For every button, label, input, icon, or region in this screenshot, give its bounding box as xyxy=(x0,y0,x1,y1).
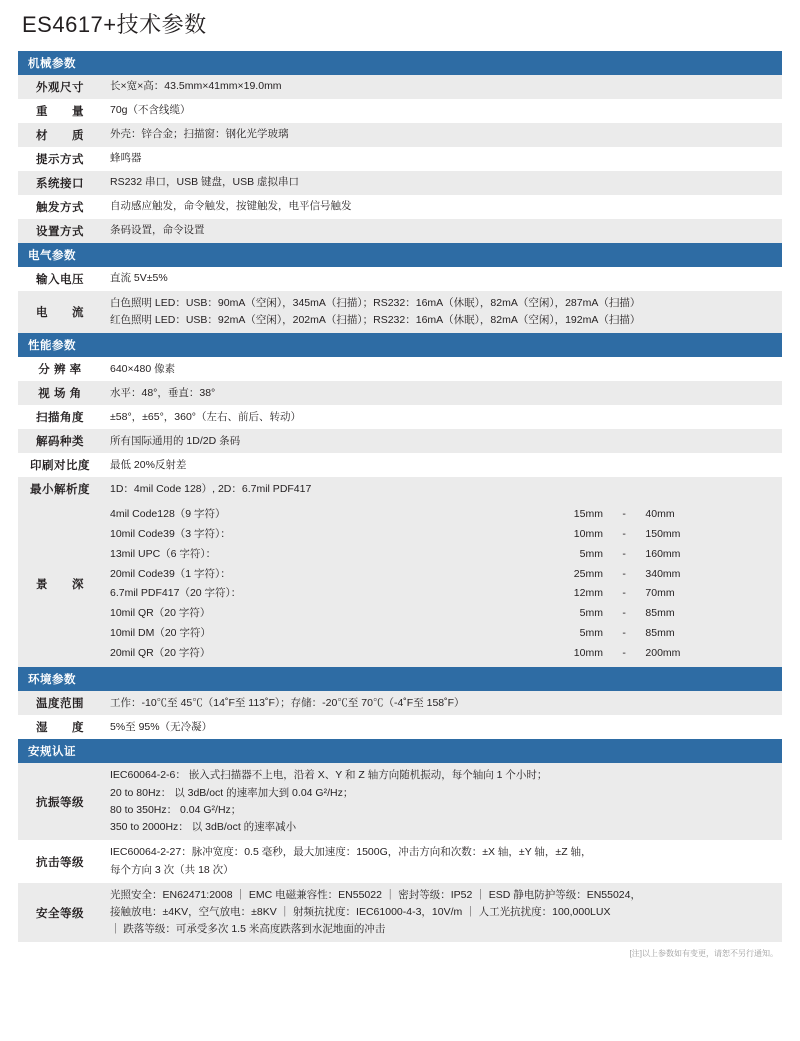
row-value-line: 每个方向 3 次（共 18 次） xyxy=(110,863,234,876)
dof-code: 20mil QR（20 字符） xyxy=(110,644,489,664)
row-value-line: 白色照明 LED：USB：90mA（空闲），345mA（扫描）；RS232：16mA（休眠），82mA（空闲），287mA（扫描） xyxy=(110,297,641,309)
dof-far: 70mm xyxy=(645,584,776,604)
row-label: 材 质 xyxy=(18,123,102,147)
table-row xyxy=(110,624,776,644)
row-value: 蜂鸣器 xyxy=(102,147,782,171)
row-label: 输入电压 xyxy=(18,267,102,291)
dof-near: 5mm xyxy=(489,624,603,644)
row-value: 外壳：锌合金；扫描窗：钢化光学玻璃 xyxy=(102,123,782,147)
dof-dash: - xyxy=(603,525,645,545)
row-label: 重 量 xyxy=(18,99,102,123)
row-value-line: 80 to 350Hz： 0.04 G²/Hz； xyxy=(110,803,242,816)
dof-code: 10mil Code39（3 字符）： xyxy=(110,525,489,545)
dof-code: 4mil Code128（9 字符） xyxy=(110,505,489,525)
table-row xyxy=(18,883,782,943)
row-label: 解码种类 xyxy=(18,429,102,453)
row-label: 安全等级 xyxy=(18,883,102,943)
table-row xyxy=(18,171,782,195)
row-value: 640×480 像素 xyxy=(102,357,782,381)
section-header-mechanical xyxy=(18,51,782,75)
section-title: 电气参数 xyxy=(18,243,782,267)
table-row xyxy=(18,477,782,501)
row-value: 5%至 95%（无冷凝） xyxy=(102,715,782,739)
row-label: 电 流 xyxy=(18,291,102,333)
row-value: RS232 串口，USB 键盘，USB 虚拟串口 xyxy=(102,171,782,195)
dof-far: 200mm xyxy=(645,644,776,664)
row-value: 工作：-10℃至 45℃（14˚F至 113˚F）；存储：-20℃至 70℃（-4˚F至 158˚F） xyxy=(102,691,782,715)
row-value xyxy=(102,501,782,667)
row-label: 抗振等级 xyxy=(18,763,102,840)
table-row xyxy=(110,525,776,545)
row-label: 景 深 xyxy=(18,501,102,667)
row-label: 视 场 角 xyxy=(18,381,102,405)
table-row xyxy=(18,763,782,840)
table-row xyxy=(18,219,782,243)
dof-far: 160mm xyxy=(645,545,776,565)
dof-near: 5mm xyxy=(489,545,603,565)
dof-far: 85mm xyxy=(645,624,776,644)
section-header-environment xyxy=(18,667,782,691)
row-value xyxy=(102,840,782,882)
row-value-line: 红色照明 LED：USB：92mA（空闲），202mA（扫描）；RS232：16mA（休眠），82mA（空闲），192mA（扫描） xyxy=(110,314,641,327)
table-row xyxy=(18,691,782,715)
table-row xyxy=(18,357,782,381)
section-title: 环境参数 xyxy=(18,667,782,691)
row-label: 触发方式 xyxy=(18,195,102,219)
row-value-line: 接触放电：±4KV，空气放电：±8KV ｜ 射频抗扰度：IEC61000-4-3，10V/m ｜ 人工光抗扰度：100,000LUX xyxy=(110,905,611,918)
row-label: 外观尺寸 xyxy=(18,75,102,99)
row-value: 1D：4mil Code 128）, 2D：6.7mil PDF417 xyxy=(102,477,782,501)
row-value xyxy=(102,883,782,943)
section-header-electrical xyxy=(18,243,782,267)
dof-code: 6.7mil PDF417（20 字符）： xyxy=(110,584,489,604)
row-value: 条码设置，命令设置 xyxy=(102,219,782,243)
table-row xyxy=(18,99,782,123)
dof-near: 5mm xyxy=(489,604,603,624)
spec-sheet-page xyxy=(0,8,800,1041)
page-title: ES4617+技术参数 xyxy=(22,12,207,37)
table-row xyxy=(18,453,782,477)
table-row xyxy=(110,644,776,664)
dof-code: 13mil UPC（6 字符）： xyxy=(110,545,489,565)
dof-dash: - xyxy=(603,644,645,664)
dof-dash: - xyxy=(603,604,645,624)
dof-near: 15mm xyxy=(489,505,603,525)
row-value: 长×宽×高：43.5mm×41mm×19.0mm xyxy=(102,75,782,99)
dof-dash: - xyxy=(603,584,645,604)
row-value xyxy=(102,763,782,840)
depth-of-field-row xyxy=(18,501,782,667)
row-value: 水平：48°，垂直：38° xyxy=(102,381,782,405)
dof-dash: - xyxy=(603,545,645,565)
row-value-line: 光照安全：EN62471:2008 ｜ EMC 电磁兼容性：EN55022 ｜ 密封等级：IP52 ｜ ESD 静电防护等级：EN55024， xyxy=(110,888,641,901)
depth-of-field-table xyxy=(110,505,776,663)
table-row xyxy=(18,75,782,99)
section-title: 安规认证 xyxy=(18,739,782,763)
dof-near: 10mm xyxy=(489,525,603,545)
row-value-line: 20 to 80Hz： 以 3dB/oct 的速率加大到 0.04 G²/Hz； xyxy=(110,786,354,799)
row-value: 自动感应触发，命令触发，按键触发，电平信号触发 xyxy=(102,195,782,219)
table-row xyxy=(18,840,782,882)
row-label: 抗击等级 xyxy=(18,840,102,882)
row-value: 所有国际通用的 1D/2D 条码 xyxy=(102,429,782,453)
row-value-line: ｜ 跌落等级：可承受多次 1.5 米高度跌落到水泥地面的冲击 xyxy=(110,923,386,936)
dof-near: 25mm xyxy=(489,565,603,585)
table-row xyxy=(18,405,782,429)
row-label: 分 辨 率 xyxy=(18,357,102,381)
row-label: 最小解析度 xyxy=(18,477,102,501)
row-label: 提示方式 xyxy=(18,147,102,171)
row-value-line: IEC60064-2-6： 嵌入式扫描器不上电，沿着 X、Y 和 Z 轴方向随机振动，每个轴向 1 个小时； xyxy=(110,769,548,782)
table-row xyxy=(110,565,776,585)
row-value: 最低 20%反射差 xyxy=(102,453,782,477)
table-row xyxy=(18,147,782,171)
dof-far: 85mm xyxy=(645,604,776,624)
dof-far: 340mm xyxy=(645,565,776,585)
table-row xyxy=(18,267,782,291)
row-label: 系统接口 xyxy=(18,171,102,195)
dof-far: 40mm xyxy=(645,505,776,525)
row-value: ±58°，±65°，360°（左右、前后、转动） xyxy=(102,405,782,429)
dof-code: 20mil Code39（1 字符）： xyxy=(110,565,489,585)
table-row xyxy=(18,291,782,333)
table-row xyxy=(18,123,782,147)
row-label: 湿 度 xyxy=(18,715,102,739)
section-title: 机械参数 xyxy=(18,51,782,75)
dof-dash: - xyxy=(603,505,645,525)
section-header-safety xyxy=(18,739,782,763)
table-row xyxy=(18,429,782,453)
table-row xyxy=(110,604,776,624)
section-title: 性能参数 xyxy=(18,333,782,357)
row-value-line: IEC60064-2-27：脉冲宽度：0.5 毫秒，最大加速度：1500G，冲击方向和次数：±X 轴，±Y 轴，±Z 轴， xyxy=(110,846,592,859)
section-header-performance xyxy=(18,333,782,357)
dof-near: 10mm xyxy=(489,644,603,664)
table-row xyxy=(110,505,776,525)
dof-dash: - xyxy=(603,565,645,585)
table-row xyxy=(110,545,776,565)
row-label: 温度范围 xyxy=(18,691,102,715)
row-label: 设置方式 xyxy=(18,219,102,243)
spec-table xyxy=(18,51,782,942)
row-label: 印刷对比度 xyxy=(18,453,102,477)
row-value xyxy=(102,291,782,333)
dof-near: 12mm xyxy=(489,584,603,604)
dof-code: 10mil DM（20 字符） xyxy=(110,624,489,644)
row-label: 扫描角度 xyxy=(18,405,102,429)
footnote: [注]以上参数如有变更，请恕不另行通知。 xyxy=(629,949,778,959)
row-value: 直流 5V±5% xyxy=(102,267,782,291)
dof-dash: - xyxy=(603,624,645,644)
row-value-line: 350 to 2000Hz： 以 3dB/oct 的速率减小 xyxy=(110,821,297,834)
table-row xyxy=(18,381,782,405)
dof-far: 150mm xyxy=(645,525,776,545)
dof-code: 10mil QR（20 字符） xyxy=(110,604,489,624)
table-row xyxy=(18,195,782,219)
row-value: 70g（不含线缆） xyxy=(102,99,782,123)
table-row xyxy=(110,584,776,604)
table-row xyxy=(18,715,782,739)
